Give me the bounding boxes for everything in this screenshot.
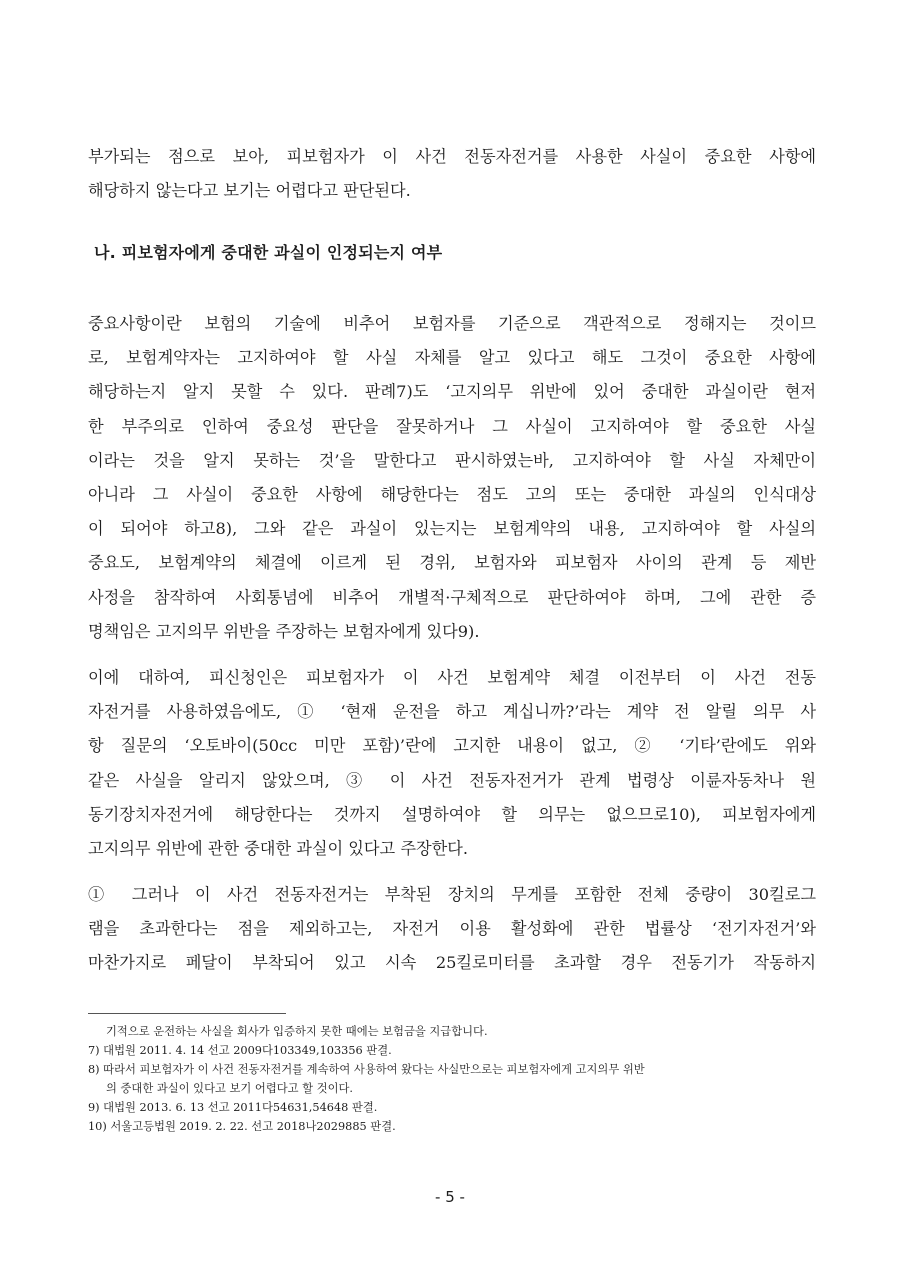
text-line: 이 되어야 하고8), 그와 같은 과실이 있는지는 보험계약의 내용, 고지하여야 할 사실의 (88, 519, 816, 539)
text-line: 항 질문의 ‘오토바이(50cc 미만 포함)’란에 고지한 내용이 없고, ② ‘기타’란에도 위와 (88, 736, 816, 756)
text-line: 같은 사실을 알리지 않았으며, ③ 이 사건 전동자전거가 관계 법령상 이륜자동차나 원 (88, 770, 816, 790)
text-line: 한 부주의로 인하여 중요성 판단을 잘못하거나 그 사실이 고지하여야 할 중요한 사실 (88, 416, 816, 436)
paragraph-materiality (88, 307, 816, 649)
text-line: 부가되는 점으로 보아, 피보험자가 이 사건 전동자전거를 사용한 사실이 중요한 사항에 (88, 147, 816, 166)
text-line: 동기장치자전거에 해당한다는 것까지 설명하여야 할 의무는 없으므로10), 피보험자에게 (88, 804, 816, 824)
footnote-9: 9) 대법원 2013. 6. 13 선고 2011다54631,54648 판결. (88, 1101, 378, 1114)
text-line: 해당하지 않는다고 보기는 어렵다고 판단된다. (88, 181, 411, 201)
text-line: 로, 보험계약자는 고지하여야 할 사실 자체를 알고 있다고 해도 그것이 중요한 사항에 (88, 348, 816, 368)
text-line: 사정을 참작하여 사회통념에 비추어 개별적·구체적으로 판단하여야 하며, 그에 관한 증 (88, 587, 816, 607)
text-line: 아니라 그 사실이 중요한 사항에 해당한다는 점도 고의 또는 중대한 과실의 인식대상 (88, 485, 816, 505)
text-line: 중요사항이란 보험의 기술에 비추어 보험자를 기준으로 객관적으로 정해지는 것이므 (88, 314, 816, 333)
footnotes (88, 1022, 828, 1136)
text-line: 해당하는지 알지 못할 수 있다. 판례7)도 ‘고지의무 위반에 있어 중대한 과실이란 현저 (88, 382, 816, 402)
section-heading: 나. 피보험자에게 중대한 과실이 인정되는지 여부 (94, 243, 443, 262)
footnote-continuation: 기적으로 운전하는 사실을 회사가 입증하지 못한 때에는 보험금을 지급합니다. (106, 1025, 488, 1038)
text-line: 마찬가지로 페달이 부착되어 있고 시속 25킬로미터를 초과할 경우 전동기가 작동하지 (88, 953, 816, 973)
text-line: 명책임은 고지의무 위반을 주장하는 보험자에게 있다9). (88, 621, 480, 641)
footnote-8: 8) 따라서 피보험자가 이 사건 전동자전거를 계속하여 사용하여 왔다는 사실만으로는 피보험자에게 고지의무 위반 (88, 1063, 645, 1076)
footnote-8-continuation: 의 중대한 과실이 있다고 보기 어렵다고 할 것이다. (106, 1082, 353, 1095)
footnote-divider (88, 1013, 286, 1014)
text-line: 고지의무 위반에 관한 중대한 과실이 있다고 주장한다. (88, 839, 469, 859)
paragraph-respondent-claim (88, 661, 816, 866)
footnote-10: 10) 서울고등법원 2019. 2. 22. 선고 2018나2029885 판결. (88, 1120, 396, 1133)
text-line: ① 그러나 이 사건 전동자전거는 부착된 장치의 무게를 포함한 전체 중량이 30킬로그 (88, 885, 816, 904)
text-line: 램을 초과한다는 점을 제외하고는, 자전거 이용 활성화에 관한 법률상 ‘전기자전거’와 (88, 919, 816, 939)
text-line: 이라는 것을 알지 못하는 것’을 말한다고 판시하였는바, 고지하여야 할 사실 자체만이 (88, 450, 816, 470)
text-line: 이에 대하여, 피신청인은 피보험자가 이 사건 보험계약 체결 이전부터 이 사건 전동 (88, 668, 816, 687)
text-line: 자전거를 사용하였음에도, ① ‘현재 운전을 하고 계십니까?’라는 계약 전 알릴 의무 사 (88, 702, 816, 722)
paragraph-rebuttal (88, 878, 816, 981)
text-line: 중요도, 보험계약의 체결에 이르게 된 경위, 보험자와 피보험자 사이의 관계 등 제반 (88, 553, 816, 573)
page-number: - 5 - (435, 1188, 465, 1206)
paragraph-continuation (88, 140, 816, 208)
footnote-7: 7) 대법원 2011. 4. 14 선고 2009다103349,103356 판결. (88, 1044, 392, 1057)
